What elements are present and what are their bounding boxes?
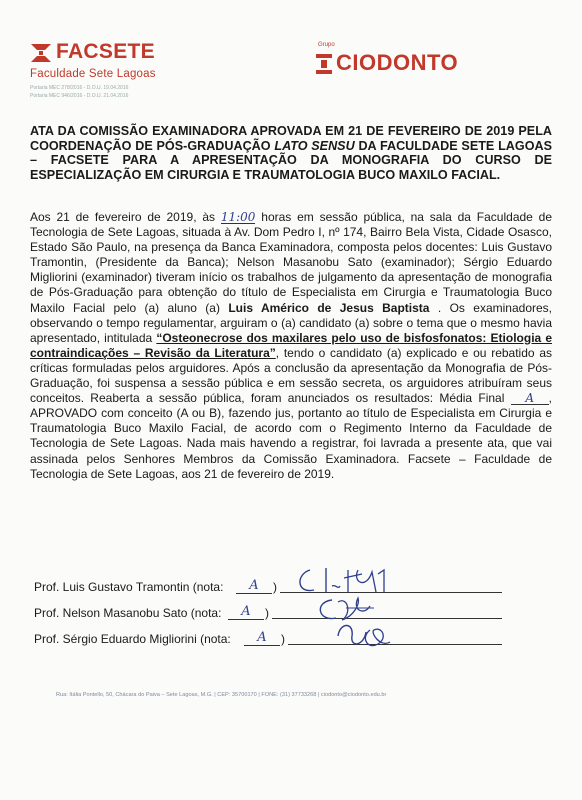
title-italic: LATO SENSU <box>274 138 355 153</box>
handwritten-signature-migliorini <box>330 616 400 652</box>
facsete-portaria-1: Portaria MEC 278/2016 - D.O.U. 19.04.2016 <box>30 85 129 91</box>
handwritten-time: 11:00 <box>220 210 256 224</box>
document-title <box>30 124 552 183</box>
signer-name: Prof. Nelson Masanobu Sato (nota: <box>34 606 222 620</box>
footer-address: Rua: Itália Pontello, 50, Chácara do Paiva – Sete Lagoas, M.G. | CEP: 35700170 | FONE: (31) 37733268 | ciodonto@ciodonto.edu.br <box>56 692 387 698</box>
body-sentence-3: . Os examinadores, observando o tempo regulamentar, arguiram o (a) candidato (a) sobre o tema que o mesmo havia apresentado, intitulada <box>30 300 552 345</box>
signer-name: Prof. Luis Gustavo Tramontin (nota: <box>34 580 224 594</box>
student-name: Luis Américo de Jesus Baptista <box>228 300 430 315</box>
signer-grade: A <box>244 630 280 646</box>
ciodonto-brand: CIODONTO <box>336 50 459 75</box>
grade-close-paren: ) <box>273 580 277 594</box>
title-part-2: DA FACULDADE SETE LAGOAS – FACSETE PARA A APRESENTAÇÃO DA MONOGRAFIA DO CURSO DE ESPECIALIZAÇÃO EM <box>30 138 552 183</box>
signer-grade: A <box>228 604 264 620</box>
ciodonto-logo-icon <box>316 54 332 74</box>
title-part-1: ATA DA COMISSÃO EXAMINADORA APROVADA EM 21 DE FEVEREIRO DE 2019 PELA COORDENAÇÃO DE PÓS-GRADUAÇÃO <box>30 124 552 153</box>
minutes-body <box>30 210 552 482</box>
ciodonto-group-label: Grupo <box>318 42 335 48</box>
signature-row-tramontin <box>30 578 550 598</box>
signature-row-sato <box>30 604 550 624</box>
signer-grade: A <box>236 578 272 594</box>
handwritten-final-grade: A <box>511 392 549 405</box>
body-sentence-4: , tendo o candidato (a) explicado e ou rebatido as críticas formuladas pelos arguidores. Após a conclusão da apresentação da Monografia de Pós-Graduação, foi suspensa a sessão pública e em sessão secreta, os arguidores atribuíram seus conceitos. Reaberta a sessão pública, foram anunciados os resultados: Média Final <box>30 345 552 406</box>
grade-close-paren: ) <box>281 632 285 646</box>
title-course: CIRURGIA E TRAUMATOLOGIA BUCO MAXILO FACIAL. <box>167 168 501 183</box>
facsete-subtitle: Faculdade Sete Lagoas <box>30 68 156 80</box>
body-sentence-1: Aos 21 de fevereiro de 2019, às <box>30 210 221 224</box>
grade-close-paren: ) <box>265 606 269 620</box>
facsete-brand: FACSETE <box>56 40 155 63</box>
body-sentence-5: , APROVADO com conceito (A ou B), fazendo jus, portanto ao título de Especialista em Cirurgia e Traumatologia Buco Maxilo Facial, de acordo com o Regimento Interno da Faculdade de Tecnologia de Sete Lagoas. Nada mais havendo a registrar, foi lavrada a presente ata, que vai assinada pelos Senhores Membros da Comissão Examinadora. Facsete – Faculdade de Tecnologia de Sete Lagoas, aos 21 de fevereiro de 2019. <box>30 391 552 481</box>
facsete-portaria-2: Portaria MEC 946/2016 - D.O.U. 21.04.2016 <box>30 93 129 99</box>
signature-row-migliorini <box>30 630 550 650</box>
body-sentence-2: horas em sessão pública, na sala da Faculdade de Tecnologia de Sete Lagoas, situada à Av. Dom Pedro I, nº 174, Bairro Bela Vista, Cidade Osasco, Estado São Paulo, na presença da Banca Examinadora, composta pelos docentes: Luis Gustavo Tramontin, (Presidente da Banca); Nelson Masanobu Sato (examinador); Sérgio Eduardo Migliorini (examinador) tiveram início os trabalhos de julgamento da apresentação de monografia de Pós-Graduação para obtenção do título de Especialista em Cirurgia e Traumatologia Buco Maxilo Facial pelo (a) aluno (a) <box>30 210 553 315</box>
signer-name: Prof. Sérgio Eduardo Migliorini (nota: <box>34 632 231 646</box>
handwritten-signature-tramontin <box>292 564 412 598</box>
facsete-logo-icon <box>30 42 52 64</box>
thesis-title: “Osteonecrose dos maxilares pelo uso de bisfosfonatos: Etiologia e contraindicações – Revisão da Literatura” <box>30 330 552 360</box>
